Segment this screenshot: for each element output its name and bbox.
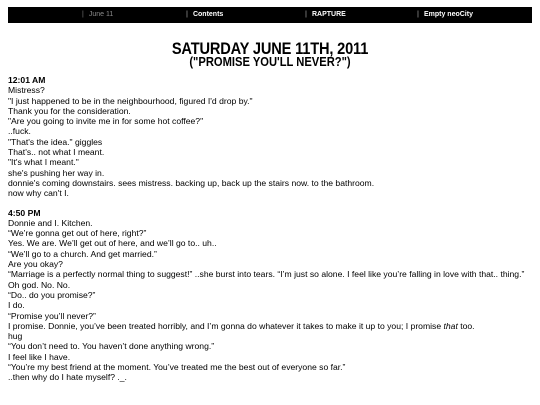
entry-line: Are you okay? (8, 259, 63, 270)
entry-line-promise (8, 321, 534, 331)
entry-line: ..fuck. (8, 126, 31, 137)
promise-text: I promise. Donnie, you’ve been treated horribly, and I’m gonna do whatever it takes to make it up to you; I promise (8, 320, 444, 331)
entry-time: 12:01 AM (8, 75, 46, 85)
nav-rapture-link[interactable]: | RAPTURE (305, 11, 346, 18)
entry-line: "Are you going to invite me in for some hot coffee?" (8, 116, 204, 127)
entry-line: Donnie and I. Kitchen. (8, 217, 93, 228)
top-navigation-bar (8, 7, 532, 23)
entry-line: I do. (8, 300, 25, 311)
entry-line: Thank you for the consideration. (8, 105, 131, 116)
promise-text-end: too. (457, 320, 475, 331)
entry-line: "I just happened to be in the neighbourhood, figured I'd drop by." (8, 95, 253, 106)
entry-time: 4:50 PM (8, 207, 41, 218)
nav-neocity-link[interactable]: | Empty neoCity (417, 11, 473, 18)
entry-line: "It's what I meant." (8, 157, 79, 168)
entry-line: That's.. not what I meant. (8, 147, 105, 158)
entry-line: “We’re gonna get out of here, right?” (8, 228, 147, 239)
entry-line: Mistress? (8, 85, 45, 96)
nav-date-link[interactable]: | June 11 (82, 11, 114, 18)
entry-line: “You’re my best friend at the moment. You’ve treated me the best out of everyone so far.” (8, 362, 346, 373)
entry-line: donnie's coming downstairs. sees mistress. backing up, back up the stairs now. to the bathroom. (8, 177, 375, 188)
page-title: SATURDAY JUNE 11TH, 2011 (171, 39, 369, 58)
entry-line: “You don’t need to. You haven’t done anything wrong.” (8, 341, 215, 352)
entry-line: Oh god. No. No. (8, 279, 71, 290)
entry-line: “We’ll go to a church. And get married.” (8, 248, 157, 259)
entry-line: she's pushing her way in. (8, 167, 105, 178)
entry-spacer (8, 199, 534, 208)
entry-line: ..then why do I hate myself? ._. (8, 372, 127, 383)
entry-line: hug (8, 331, 23, 342)
promise-emphasis: that (443, 320, 458, 331)
nav-contents-link[interactable]: | Contents (186, 11, 224, 18)
entry-line: “Promise you’ll never?” (8, 310, 96, 321)
journal-content (8, 75, 534, 383)
entry-line: “Marriage is a perfectly normal thing to suggest!” ..she burst into tears. “I’m just so alone. I feel like you’re falling in love with that.. thing.” (8, 269, 525, 280)
entry-line: now why can't I. (8, 188, 69, 199)
nav-contents-label: Contents (192, 11, 224, 18)
entry-line: I feel like I have. (8, 351, 71, 362)
entry-line: "That's the idea." giggles (8, 136, 103, 147)
entry-line: Yes. We are. We’ll get out of here, and we’ll go to.. uh.. (8, 238, 217, 249)
page-subtitle: ("PROMISE YOU'LL NEVER?") (189, 54, 351, 69)
nav-rapture-label: RAPTURE (311, 11, 346, 18)
entry-line: “Do.. do you promise?” (8, 289, 96, 300)
nav-neocity-label: Empty neoCity (423, 11, 473, 18)
nav-date-label: June 11 (88, 11, 114, 18)
